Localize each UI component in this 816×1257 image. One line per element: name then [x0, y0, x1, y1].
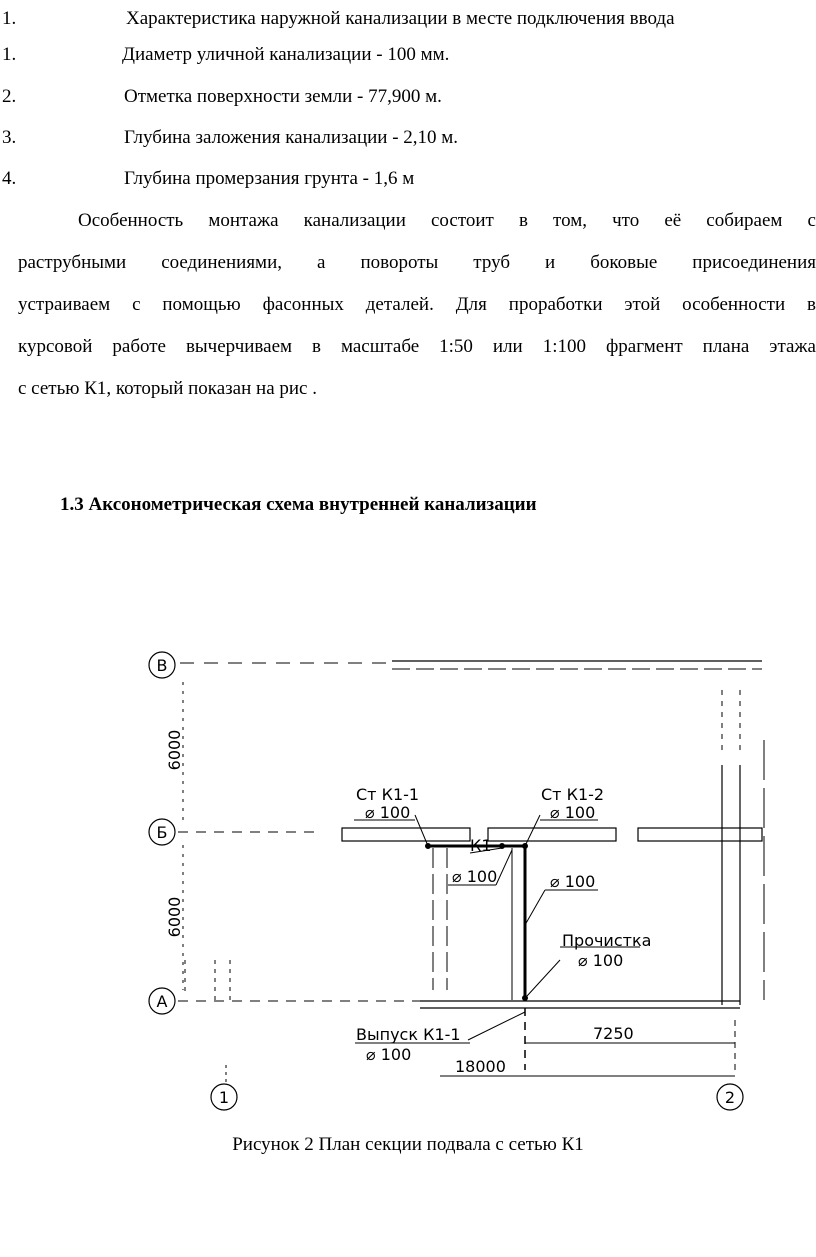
paragraph-line: с сетью К1, который показан на рис . [18, 378, 317, 399]
figure-caption: Рисунок 2 План секции подвала с сетью К1 [232, 1134, 584, 1155]
list-number: 1. [2, 8, 17, 29]
paragraph-line: Особенность монтажа канализации состоит в том, что её собираем с [78, 210, 816, 231]
paragraph-line: устраиваем с помощью фасонных деталей. Для проработки этой особенности в [18, 294, 816, 315]
leader-line [527, 960, 560, 996]
list-number: 3. [2, 127, 17, 148]
axis-label-b: Б [156, 823, 168, 842]
list-text: Глубина промерзания грунта - 1,6 м [124, 168, 415, 189]
paragraph-line: курсовой работе вычерчиваем в масштабе 1:50 или 1:100 фрагмент плана этажа [18, 336, 816, 357]
list-text: Диаметр уличной канализации - 100 мм. [122, 44, 450, 65]
axis-label-a: А [156, 992, 168, 1011]
wall-segment [638, 828, 762, 841]
list-text: Глубина заложения канализации - 2,10 м. [124, 127, 459, 148]
list-text: Характеристика наружной канализации в месте подключения ввода [126, 8, 675, 29]
callout-pipe-diameter-right: ⌀ 100 [550, 872, 596, 891]
callout-outlet: Выпуск К1-1 [356, 1025, 461, 1044]
list-number: 1. [2, 44, 17, 65]
dimension-partial-width: 7250 [593, 1024, 634, 1043]
section-heading: 1.3 Аксонометрическая схема внутренней канализации [60, 494, 537, 515]
paragraph-line: раструбными соединениями, а повороты труб и боковые присоединения [18, 252, 816, 273]
callout-cleanout-diameter: ⌀ 100 [578, 951, 624, 970]
axis-label-1: 1 [218, 1088, 230, 1107]
callout-cleanout: Прочистка [562, 931, 652, 950]
callout-riser-2: Ст К1-2 [541, 785, 605, 804]
leader-line [468, 1012, 525, 1040]
wall-segment [342, 828, 470, 841]
list-number: 2. [2, 86, 17, 107]
callout-riser-2-diameter: ⌀ 100 [550, 803, 596, 822]
callout-riser-1: Ст К1-1 [356, 785, 420, 804]
wall-segment [488, 828, 616, 841]
riser-node [500, 844, 505, 849]
callout-outlet-diameter: ⌀ 100 [366, 1045, 412, 1064]
leader-line [496, 850, 512, 885]
axis-label-2: 2 [724, 1088, 736, 1107]
callout-network-k1: К1 [470, 836, 492, 855]
list-text: Отметка поверхности земли - 77,900 м. [124, 86, 442, 107]
dimension-upper-span: 6000 [165, 729, 184, 771]
list-number: 4. [2, 168, 17, 189]
callout-riser-1-diameter: ⌀ 100 [365, 803, 411, 822]
cleanout-node [523, 996, 528, 1001]
leader-line [525, 890, 545, 925]
dimension-lower-span: 6000 [165, 896, 184, 938]
dimension-total-width: 18000 [455, 1057, 506, 1076]
axis-label-v: В [156, 656, 168, 675]
callout-pipe-diameter-left: ⌀ 100 [452, 867, 498, 886]
